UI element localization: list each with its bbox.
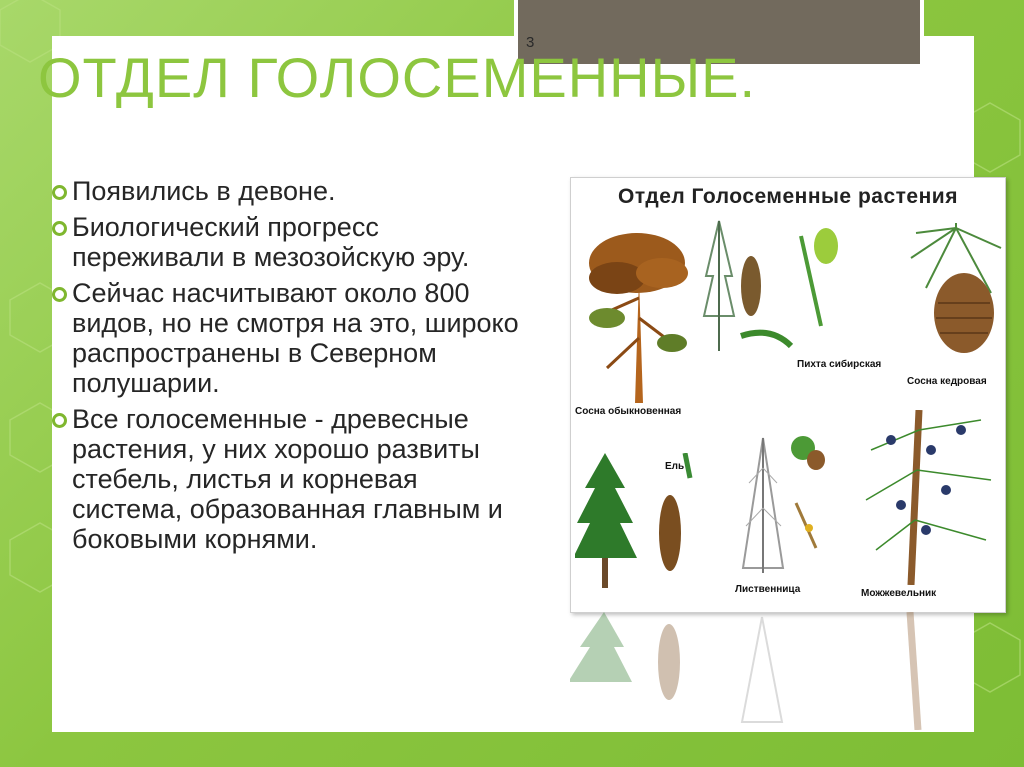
bullet-text: Сейчас насчитывают около 800 видов, но не смотря на это, широко распространены в Северном полушарии. bbox=[72, 278, 519, 398]
fir-illustration bbox=[701, 216, 841, 356]
bullet-item bbox=[50, 278, 520, 398]
bullet-icon bbox=[52, 221, 67, 236]
slide-number: 3 bbox=[526, 34, 535, 51]
figure-reflection bbox=[570, 612, 1004, 730]
bullet-item bbox=[50, 212, 520, 272]
larch-illustration bbox=[741, 428, 831, 578]
spruce-illustration bbox=[575, 453, 710, 593]
label-pine: Сосна обыкновенная bbox=[575, 406, 682, 417]
bullet-list bbox=[50, 176, 520, 560]
bullet-icon bbox=[52, 413, 67, 428]
figure-title: Отдел Голосеменные растения bbox=[618, 185, 958, 208]
bullet-icon bbox=[52, 185, 67, 200]
bullet-item bbox=[50, 404, 520, 554]
label-cedar: Сосна кедровая bbox=[907, 376, 987, 387]
gymnosperm-figure bbox=[570, 177, 1006, 613]
bullet-icon bbox=[52, 287, 67, 302]
bullet-text: Появились в девоне. bbox=[72, 176, 336, 206]
label-spruce: Ель bbox=[665, 461, 685, 472]
cedar-pine-illustration bbox=[906, 218, 1004, 368]
label-fir: Пихта сибирская bbox=[797, 359, 882, 370]
bullet-text: Биологический прогресс переживали в мезозойскую эру. bbox=[72, 212, 470, 272]
bullet-item bbox=[50, 176, 520, 206]
juniper-illustration bbox=[861, 410, 1001, 585]
bullet-text: Все голосеменные - древесные растения, у них хорошо развиты стебель, листья и корневая система, образованная главным и боковыми корнями. bbox=[72, 404, 503, 554]
label-larch: Лиственница bbox=[735, 584, 801, 595]
slide-title: ОТДЕЛ ГОЛОСЕМЕННЫЕ. bbox=[38, 46, 757, 109]
label-juniper: Можжевельник bbox=[861, 588, 937, 599]
pine-tree-illustration bbox=[577, 218, 697, 403]
